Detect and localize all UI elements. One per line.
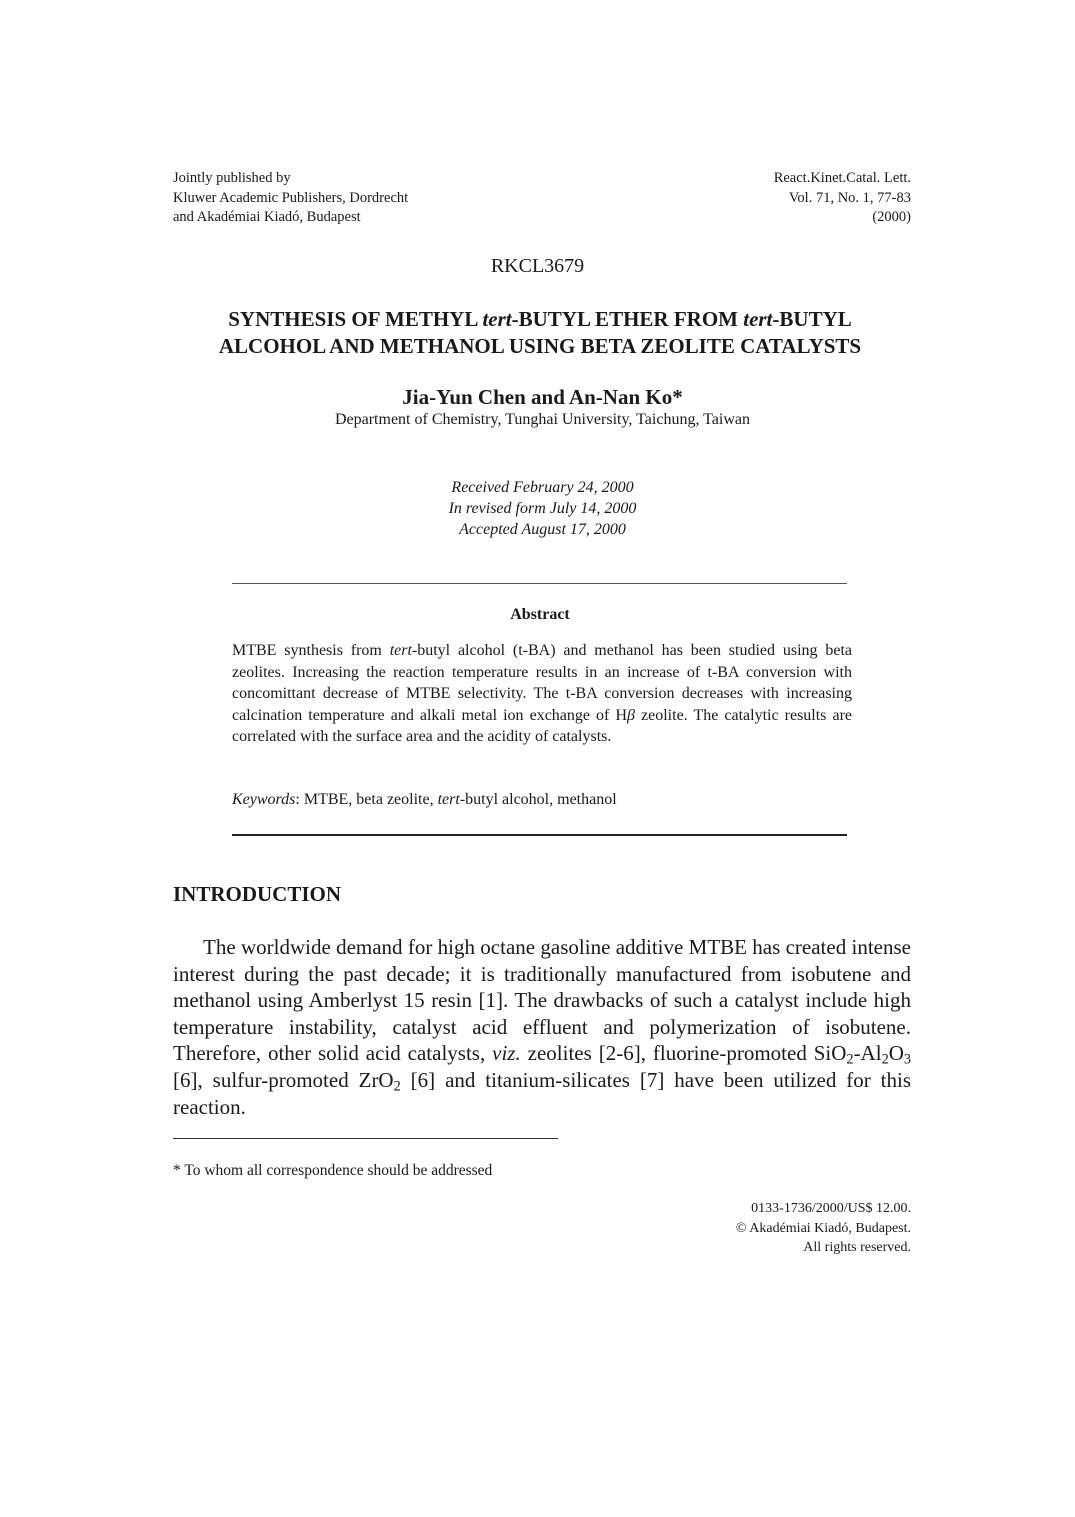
date-line: Received February 24, 2000 <box>451 479 634 496</box>
article-code: RKCL3679 <box>490 255 585 277</box>
publisher-line: and Akadémiai Kiadó, Budapest <box>173 209 361 225</box>
authors: Jia-Yun Chen and An-Nan Ko* <box>402 385 683 409</box>
journal-line: React.Kinet.Catal. Lett. <box>773 170 911 186</box>
abstract-heading: Abstract <box>510 606 570 623</box>
date-line: In revised form July 14, 2000 <box>448 500 637 517</box>
affiliation: Department of Chemistry, Tunghai University, Taichung, Taiwan <box>334 411 751 428</box>
publisher-line: Jointly published by <box>173 170 291 186</box>
keywords: Keywords: MTBE, beta zeolite, tert-butyl alcohol, methanol <box>232 791 617 808</box>
footnote: * To whom all correspondence should be addressed <box>173 1162 493 1179</box>
journal-line: Vol. 71, No. 1, 77-83 <box>788 189 911 206</box>
journal-citation <box>774 169 911 228</box>
journal-line: (2000) <box>872 209 911 225</box>
section-heading: INTRODUCTION <box>173 882 342 906</box>
abstract-bottom-rule <box>232 834 847 836</box>
publisher-block <box>173 169 408 228</box>
paper-title: SYNTHESIS OF METHYL tert-BUTYL ETHER FROM tert-BUTYL ALCOHOL AND METHANOL USING BETA ZEOLITE CATALYSTS <box>218 307 862 358</box>
copyright-line: 0133-1736/2000/US$ 12.00. <box>751 1201 911 1216</box>
abstract-text: MTBE synthesis from tert-butyl alcohol (t-BA) and methanol has been studied using beta zeolites. Increasing the reaction temperature results in an increase of t-BA conversion with concomittant decrease of MTBE selectivity. The t-BA conversion decreases with increasing calcination temperature and alkali metal ion exchange of Hβ zeolite. The catalytic results are correlated with the surface area and the acidity of catalysts. <box>232 642 852 745</box>
copyright-line: © Akadémiai Kiadó, Budapest. <box>735 1220 911 1236</box>
abstract-top-rule <box>232 583 847 584</box>
copyright-line: All rights reserved. <box>803 1240 911 1255</box>
date-line: Accepted August 17, 2000 <box>459 521 626 538</box>
publisher-line: Kluwer Academic Publishers, Dordrecht <box>173 189 409 206</box>
copyright-block <box>736 1199 911 1258</box>
footnote-rule <box>173 1138 558 1139</box>
introduction-paragraph: The worldwide demand for high octane gasoline additive MTBE has created intense interest during the past decade; it is traditionally manufactured from isobutene and methanol using Amberlyst 15 resin [1]. The drawbacks of such a catalyst include high temperature instability, catalyst acid effluent and polymerization of isobutene. Therefore, other solid acid catalysts, viz. zeolites [2-6], fluorine-promoted $SiO_2-Al_2O_3$ [6], sulfur-promoted ZrO$_2$ [6] and titanium-silicates [7] have been utilized for this reaction. <box>173 935 912 1119</box>
received-dates <box>0 477 1075 540</box>
